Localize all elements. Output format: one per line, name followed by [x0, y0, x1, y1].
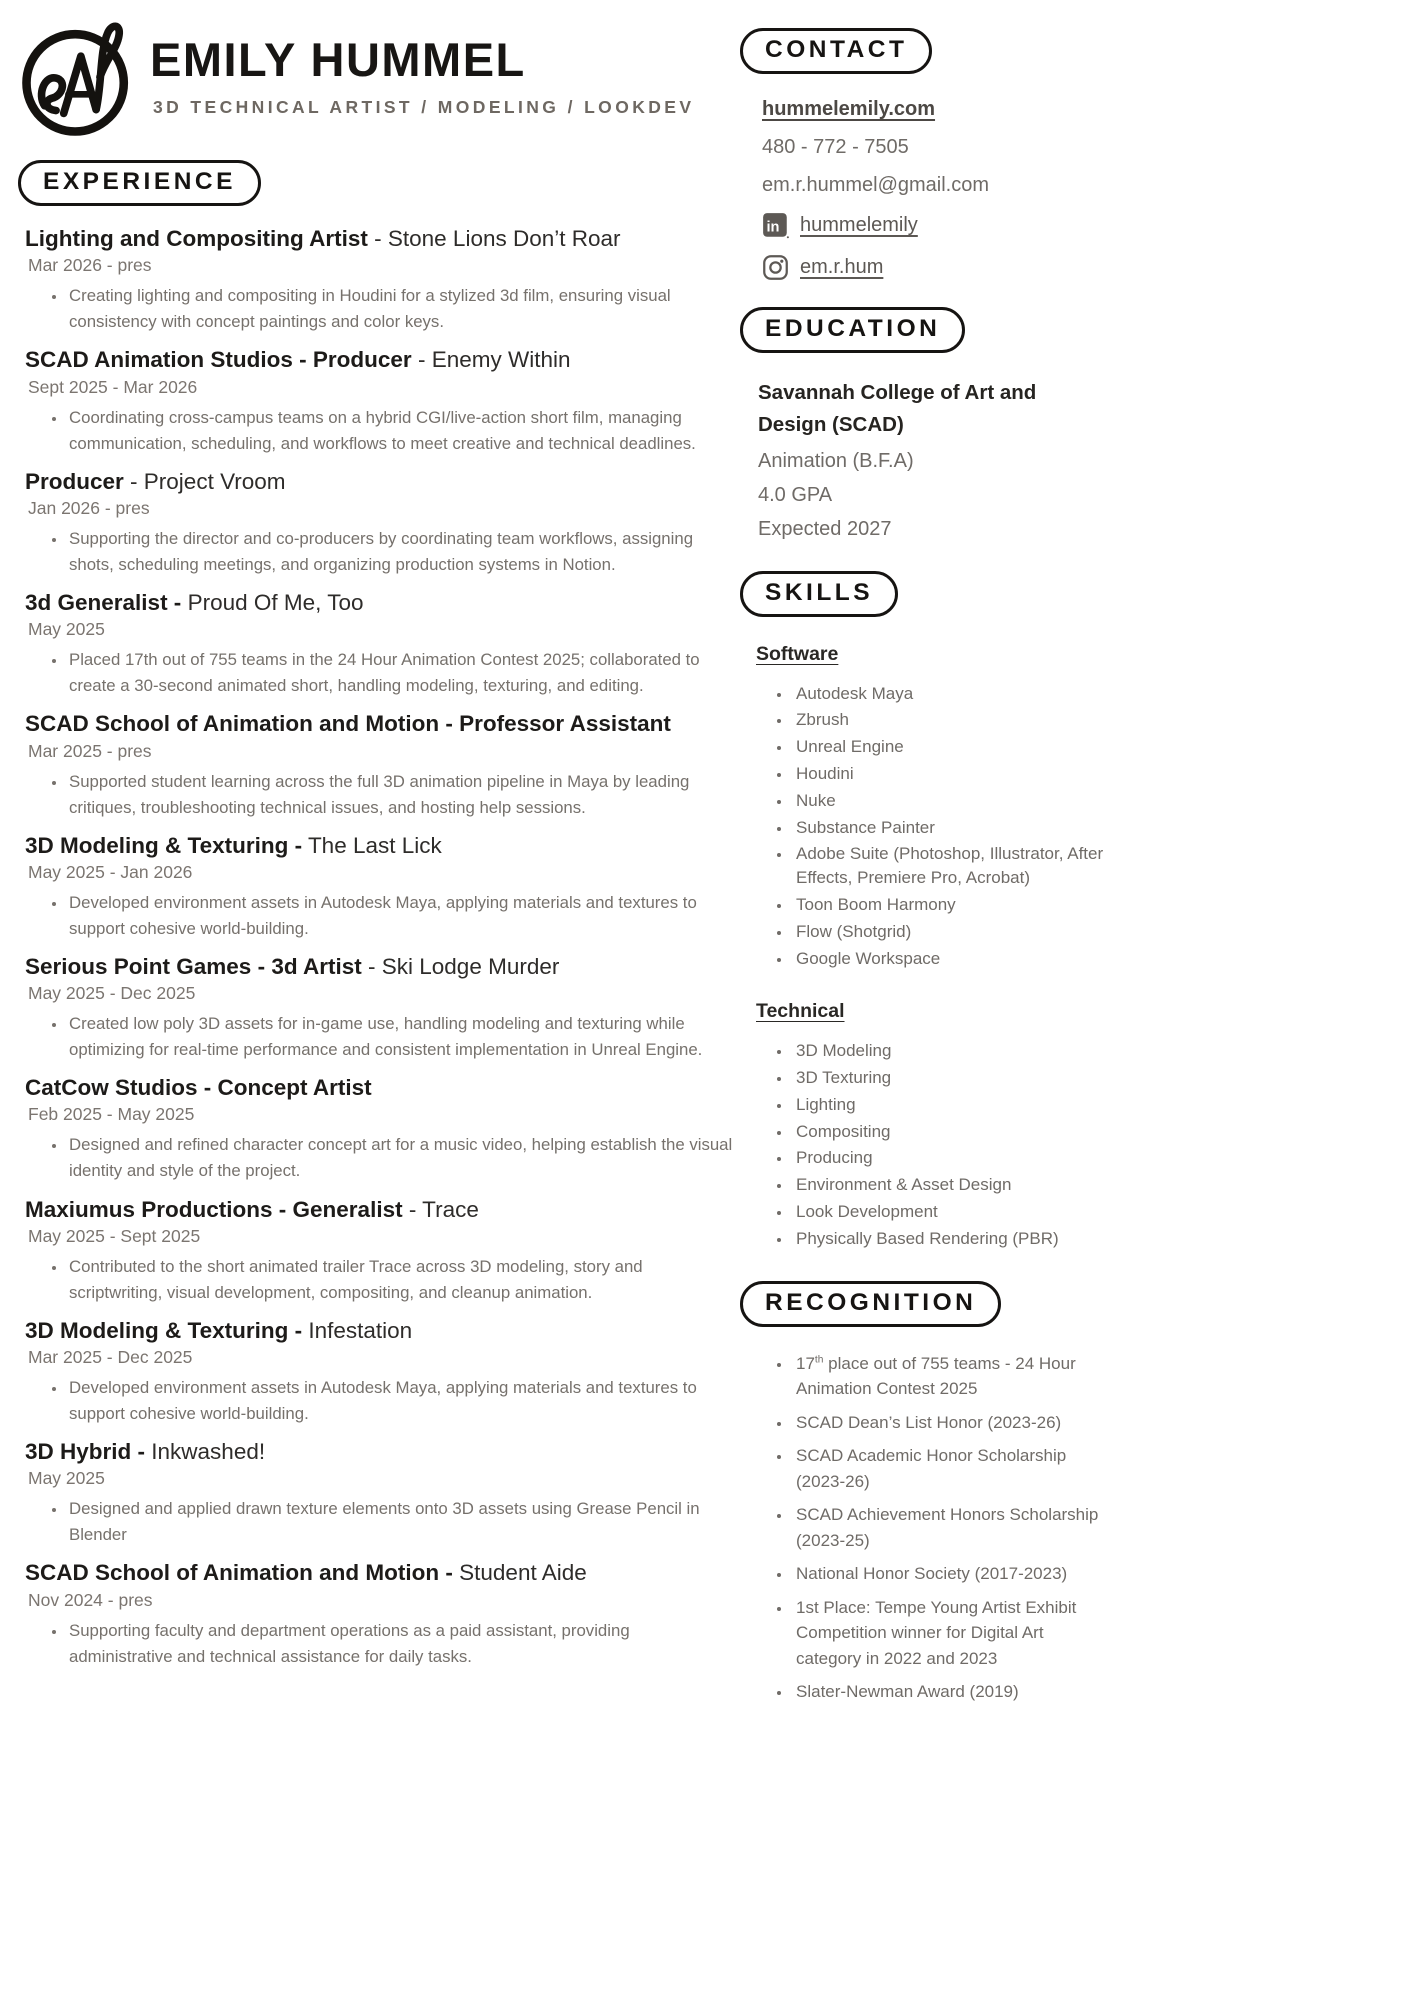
- skill-item: • Lighting: [792, 1093, 1110, 1117]
- experience-entry: [25, 952, 737, 1063]
- skills-section: [740, 571, 1110, 1251]
- entry-title: [25, 1316, 737, 1345]
- skill-item: • Look Development: [792, 1200, 1110, 1224]
- contact-phone-row: [762, 136, 1110, 159]
- contact-linkedin-row: [762, 212, 1110, 239]
- entry-title: [25, 709, 737, 738]
- experience-entry: [25, 1437, 737, 1548]
- entry-title: [25, 588, 737, 617]
- bullet-item: • Designed and refined character concept art for a music video, helping establish the visual identity and style of the project.: [67, 1132, 737, 1184]
- education-degree: Animation (B.F.A): [758, 449, 914, 472]
- entry-bullets: [25, 405, 737, 457]
- entry-title: [25, 1073, 737, 1102]
- entry-title: [25, 345, 737, 374]
- entry-date: Feb 2025 - May 2025: [28, 1104, 195, 1125]
- education-expected: Expected 2027: [758, 517, 892, 540]
- entry-role: SCAD School of Animation and Motion -: [25, 1560, 453, 1586]
- entry-date: Mar 2025 - pres: [28, 740, 152, 761]
- bullet-item: • Designed and applied drawn texture elements onto 3D assets using Grease Pencil in Blender: [67, 1496, 737, 1548]
- entry-bullets: [25, 1496, 737, 1548]
- entry-title: [25, 831, 737, 860]
- entry-project: Proud Of Me, Too: [187, 589, 364, 615]
- monogram-logo: [16, 18, 140, 142]
- bullet-item: • Placed 17th out of 755 teams in the 24 Hour Animation Contest 2025; collaborated to create a 30-second animated short, handling modeling, texturing, and editing.: [67, 647, 737, 699]
- bullet-item: • Developed environment assets in Autodesk Maya, applying materials and textures to support cohesive world-building.: [67, 1375, 737, 1427]
- recognition-item: • 1st Place: Tempe Young Artist Exhibit Competition winner for Digital Art category in 2022 and 2023: [792, 1595, 1110, 1672]
- entry-date: Jan 2026 - pres: [28, 497, 150, 518]
- instagram-handle-link[interactable]: em.r.hum: [800, 256, 884, 278]
- entry-bullets: [25, 1618, 737, 1670]
- entry-project: Infestation: [308, 1317, 413, 1343]
- entry-date: Nov 2024 - pres: [28, 1589, 153, 1610]
- entry-date: Mar 2025 - Dec 2025: [28, 1347, 193, 1368]
- experience-entry: [25, 224, 737, 335]
- entry-title: [25, 1437, 737, 1466]
- education-details: [740, 377, 1110, 545]
- entry-project: Inkwashed!: [151, 1439, 266, 1465]
- experience-entry: [25, 1195, 737, 1306]
- technical-list: [740, 1039, 1110, 1250]
- entry-role: Lighting and Compositing Artist: [25, 226, 368, 251]
- bullet-item: • Contributed to the short animated trailer Trace across 3D modeling, story and scriptwriting, visual development, compositing, and cleanup animation.: [67, 1254, 737, 1306]
- education-gpa: 4.0 GPA: [758, 483, 833, 506]
- skill-item: • Nuke: [792, 789, 1110, 813]
- skill-item: • Environment & Asset Design: [792, 1173, 1110, 1197]
- entry-title: [25, 1558, 737, 1587]
- skill-item: • Adobe Suite (Photoshop, Illustrator, After Effects, Premiere Pro, Acrobat): [792, 842, 1110, 890]
- bullet-item: • Supported student learning across the full 3D animation pipeline in Maya by leading critiques, troubleshooting technical issues, and hosting help sessions.: [67, 769, 737, 821]
- education-section: [740, 307, 1110, 545]
- contact-rows: [740, 98, 1110, 281]
- website-link[interactable]: hummelemily.com: [762, 98, 936, 120]
- entry-role: 3D Hybrid -: [25, 1439, 146, 1465]
- skill-item: • 3D Texturing: [792, 1066, 1110, 1090]
- skill-item: • Producing: [792, 1146, 1110, 1170]
- recognition-place-suffix: th: [814, 1354, 824, 1366]
- entry-date: May 2025: [28, 619, 105, 640]
- entry-role: CatCow Studios - Concept Artist: [25, 1075, 372, 1101]
- entry-bullets: [25, 647, 737, 699]
- entry-role: SCAD School of Animation and Motion - Professor Assistant: [25, 711, 671, 737]
- instagram-icon: [762, 254, 789, 281]
- entry-role: SCAD Animation Studios - Producer: [25, 347, 412, 373]
- skill-item: • Google Workspace: [792, 947, 1110, 971]
- bullet-item: • Creating lighting and compositing in Houdini for a stylized 3d film, ensuring visual consistency with concept paintings and color keys.: [67, 283, 737, 335]
- entry-date: May 2025: [28, 1468, 105, 1489]
- contact-instagram-row: [762, 254, 1110, 281]
- entry-role: 3d Generalist -: [25, 589, 182, 615]
- skill-item: • Autodesk Maya: [792, 682, 1110, 706]
- skill-item: • Flow (Shotgrid): [792, 920, 1110, 944]
- entry-project: - Ski Lodge Murder: [368, 953, 560, 979]
- skill-item: • 3D Modeling: [792, 1039, 1110, 1063]
- entry-project: - Trace: [408, 1196, 479, 1222]
- skill-item: • Zbrush: [792, 708, 1110, 732]
- contact-email-row: [762, 174, 1110, 197]
- entry-title: [25, 467, 737, 496]
- entry-bullets: [25, 1375, 737, 1427]
- recognition-item: • SCAD Academic Honor Scholarship (2023-26): [792, 1443, 1110, 1494]
- entry-project: - Project Vroom: [130, 468, 286, 494]
- entry-project: - Enemy Within: [417, 347, 571, 373]
- contact-section: [740, 28, 1110, 281]
- recognition-place-number: 17: [796, 1353, 815, 1373]
- recognition-place-text: place out of 755 teams - 24 Hour Animation Contest 2025: [796, 1353, 1076, 1399]
- recognition-item: • SCAD Achievement Honors Scholarship (2023-25): [792, 1502, 1110, 1553]
- recognition-item: • SCAD Dean’s List Honor (2023-26): [792, 1410, 1110, 1436]
- bullet-item: • Supporting the director and co-producers by coordinating team workflows, assigning shots, scheduling meetings, and organizing production systems in Notion.: [67, 526, 737, 578]
- experience-section: [25, 160, 737, 1680]
- entry-role: 3D Modeling & Texturing -: [25, 832, 303, 858]
- entry-date: Sept 2025 - Mar 2026: [28, 376, 198, 397]
- technical-subheading: Technical: [756, 1000, 845, 1023]
- entry-role: Serious Point Games - 3d Artist: [25, 953, 362, 979]
- recognition-item: [792, 1351, 1110, 1402]
- entry-bullets: [25, 890, 737, 942]
- experience-entry: [25, 1558, 737, 1669]
- recognition-item: • National Honor Society (2017-2023): [792, 1561, 1110, 1587]
- entry-bullets: [25, 1011, 737, 1063]
- sidebar: [740, 28, 1110, 1735]
- experience-entry: [25, 1073, 737, 1184]
- software-subheading: Software: [756, 642, 839, 665]
- phone-number: 480 - 772 - 7505: [762, 136, 909, 158]
- recognition-heading: RECOGNITION: [740, 1281, 1001, 1327]
- person-name: EMILY HUMMEL: [150, 33, 526, 86]
- svg-text:in: in: [766, 219, 780, 236]
- education-school: Savannah College of Art and Design (SCAD): [758, 381, 1037, 436]
- entry-project: The Last Lick: [307, 832, 442, 858]
- bullet-item: • Supporting faculty and department operations as a paid assistant, providing administrative and technical assistance for daily tasks.: [67, 1618, 737, 1670]
- entry-title: [25, 952, 737, 981]
- entry-date: May 2025 - Jan 2026: [28, 861, 193, 882]
- entry-role: Maxiumus Productions - Generalist: [25, 1196, 403, 1222]
- entry-bullets: [25, 1132, 737, 1184]
- skill-item: • Compositing: [792, 1120, 1110, 1144]
- entry-bullets: [25, 769, 737, 821]
- experience-entry: [25, 345, 737, 456]
- recognition-item: • Slater-Newman Award (2019): [792, 1679, 1110, 1705]
- experience-heading: EXPERIENCE: [18, 160, 261, 206]
- entry-title: [25, 1195, 737, 1224]
- entry-role: Producer: [25, 468, 124, 494]
- entry-project: Student Aide: [459, 1560, 587, 1586]
- bullet-item: • Coordinating cross-campus teams on a hybrid CGI/live-action short film, managing communication, scheduling, and workflows to meet creative and technical deadlines.: [67, 405, 737, 457]
- contact-website-row: [762, 98, 1110, 121]
- person-title: 3D TECHNICAL ARTIST / MODELING / LOOKDEV: [153, 97, 695, 117]
- skill-item: • Toon Boom Harmony: [792, 893, 1110, 917]
- education-heading: EDUCATION: [740, 307, 965, 353]
- skill-item: • Unreal Engine: [792, 735, 1110, 759]
- entry-date: Mar 2026 - pres: [28, 255, 152, 276]
- entry-bullets: [25, 1254, 737, 1306]
- entry-bullets: [25, 526, 737, 578]
- entry-date: May 2025 - Dec 2025: [28, 983, 196, 1004]
- skill-item: • Substance Painter: [792, 816, 1110, 840]
- recognition-list: [740, 1351, 1110, 1705]
- skill-item: • Houdini: [792, 762, 1110, 786]
- contact-heading: CONTACT: [740, 28, 932, 74]
- software-list: [740, 682, 1110, 971]
- skills-heading: SKILLS: [740, 571, 898, 617]
- experience-entry: [25, 1316, 737, 1427]
- bullet-item: • Created low poly 3D assets for in-game use, handling modeling and texturing while optimizing for real-time performance and consistent implementation in Unreal Engine.: [67, 1011, 737, 1063]
- recognition-section: [740, 1281, 1110, 1705]
- email-address: em.r.hummel@gmail.com: [762, 174, 990, 196]
- experience-entry: [25, 709, 737, 820]
- linkedin-handle-link[interactable]: hummelemily: [800, 214, 918, 236]
- experience-entry: [25, 467, 737, 578]
- entry-title: [25, 224, 737, 253]
- entry-date: May 2025 - Sept 2025: [28, 1225, 201, 1246]
- entry-bullets: [25, 283, 737, 335]
- linkedin-icon: [762, 212, 789, 239]
- entry-role: 3D Modeling & Texturing -: [25, 1317, 303, 1343]
- bullet-item: • Developed environment assets in Autodesk Maya, applying materials and textures to support cohesive world-building.: [67, 890, 737, 942]
- experience-entry: [25, 831, 737, 942]
- entry-project: - Stone Lions Don’t Roar: [374, 226, 621, 251]
- experience-entry: [25, 588, 737, 699]
- skill-item: • Physically Based Rendering (PBR): [792, 1227, 1110, 1251]
